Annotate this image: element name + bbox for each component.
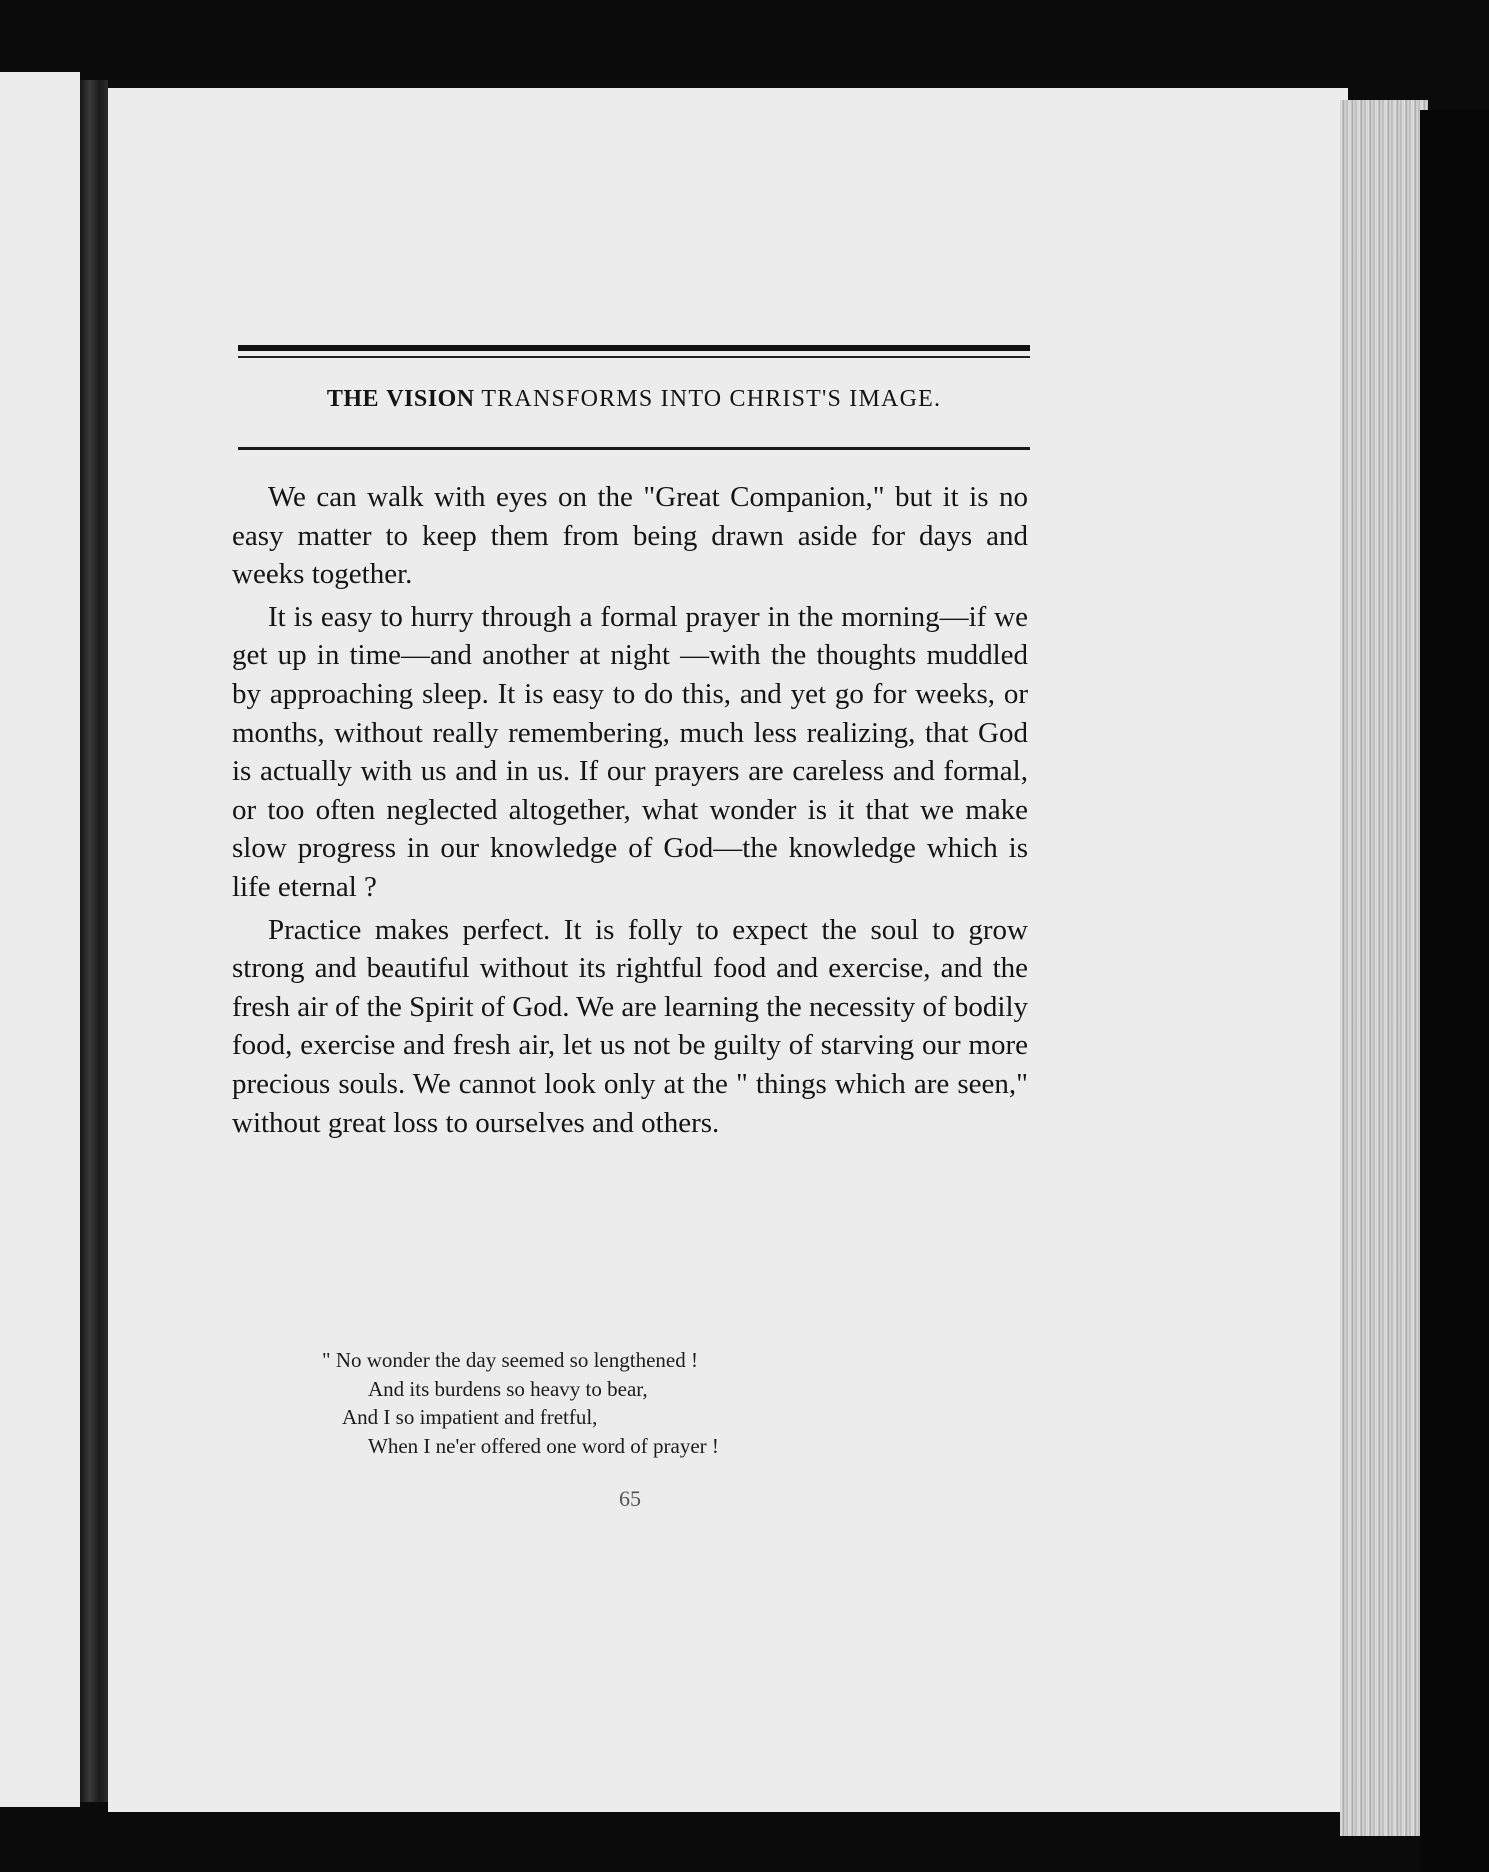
paragraph-1: We can walk with eyes on the "Great Companion," but it is no easy matter to keep them from being drawn aside for days and weeks together.	[232, 481, 1028, 591]
body-text	[232, 478, 1028, 1146]
page-number: 65	[619, 1486, 641, 1511]
poem-line-2: And its burdens so heavy to bear,	[368, 1376, 648, 1401]
header-word-vision: VISION	[386, 386, 475, 412]
page-edge-shadow	[1420, 110, 1489, 1872]
poem-line-4: When I ne'er offered one word of prayer !	[368, 1433, 719, 1458]
running-header	[238, 386, 1030, 413]
paragraph-2: It is easy to hurry through a formal prayer in the morning—if we get up in time—and another at night —with the thoughts muddled by approaching sleep. It is easy to do this, and yet go for weeks, or months, without really remembering, much less realizing, that God is actually with us and in us. If our prayers are careless and formal, or too often neglected altogether, what wonder is it that we make slow progress in our knowledge of God—the knowledge which is life eternal ?	[232, 600, 1028, 903]
book-gutter	[80, 80, 108, 1802]
poem-quotation	[322, 1346, 942, 1460]
poem-line-1: " No wonder the day seemed so lengthened !	[322, 1348, 698, 1372]
header-rule-thin	[238, 356, 1030, 358]
header-rule-bottom	[238, 447, 1030, 450]
poem-line-3: And I so impatient and fretful,	[342, 1405, 598, 1429]
page-stack-edges	[1340, 100, 1428, 1836]
left-facing-page	[0, 72, 80, 1807]
header-rule-thick	[238, 345, 1030, 351]
header-rest: TRANSFORMS INTO CHRIST'S IMAGE.	[481, 386, 942, 412]
paragraph-3: Practice makes perfect. It is folly to expect the soul to grow strong and beautiful without its rightful food and exercise, and the fresh air of the Spirit of God. We are learning the necessity of bodily food, exercise and fresh air, let us not be guilty of starving our more precious souls. We cannot look only at the " things which are seen," without great loss to ourselves and others.	[232, 913, 1029, 1139]
header-word-the: THE	[326, 386, 379, 412]
